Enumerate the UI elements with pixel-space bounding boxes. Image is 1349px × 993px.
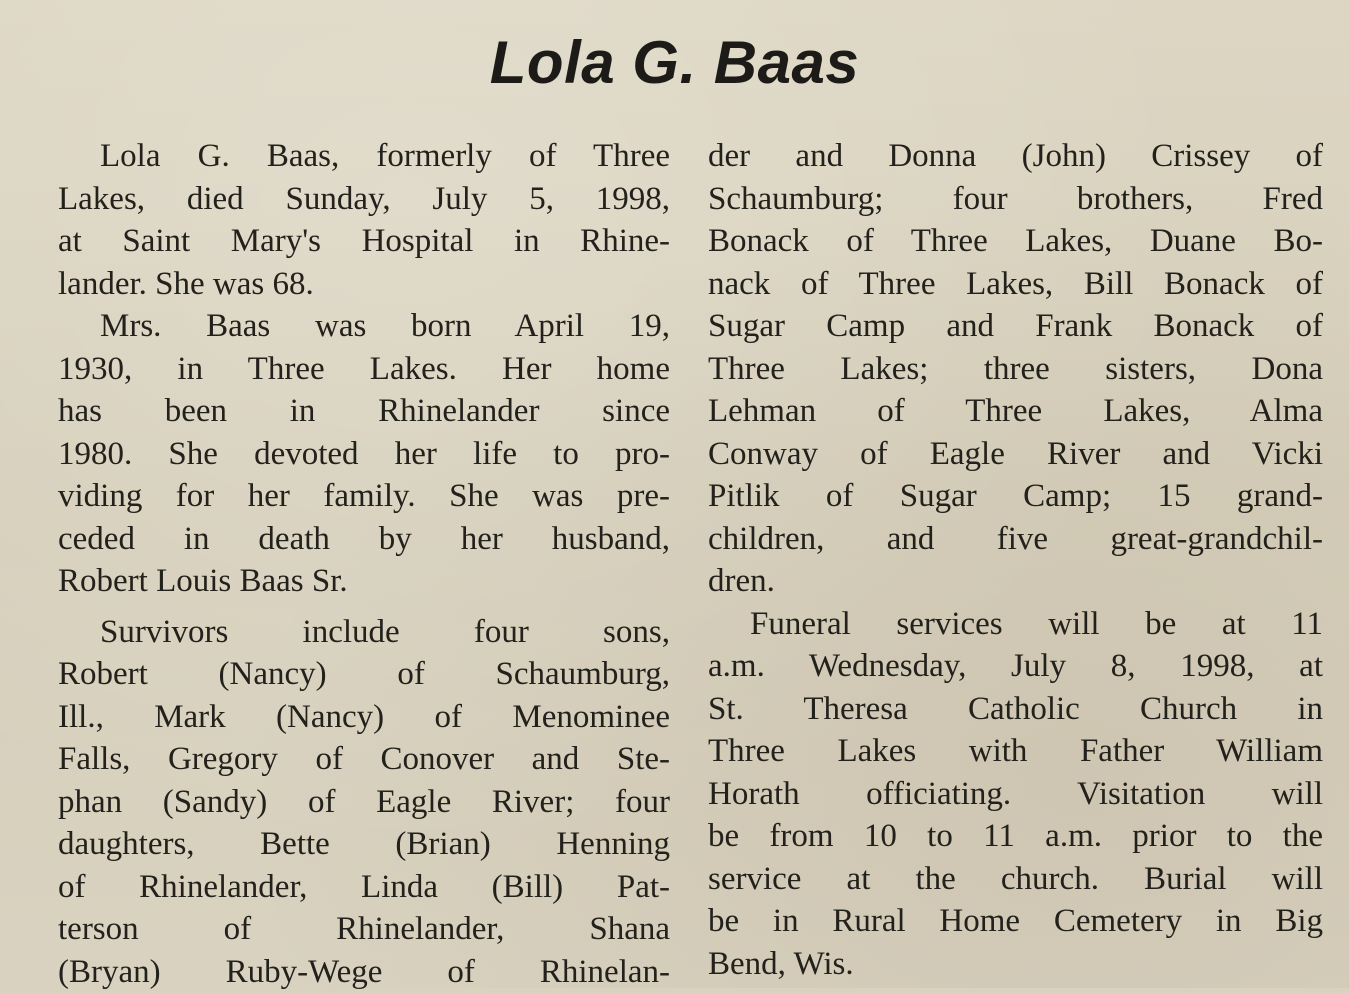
text-line: Bonack of Three Lakes, Duane Bo- (708, 220, 1323, 263)
text-line: phan (Sandy) of Eagle River; four (58, 781, 670, 824)
text-line: children, and five great-grandchil- (708, 518, 1323, 561)
text-line: Lakes, died Sunday, July 5, 1998, (58, 178, 670, 221)
text-line: Lola G. Baas, formerly of Three (58, 135, 670, 178)
text-line: Conway of Eagle River and Vicki (708, 433, 1323, 476)
text-line: viding for her family. She was pre- (58, 475, 670, 518)
text-line: Three Lakes with Father William (708, 730, 1323, 773)
text-line: lander. She was 68. (58, 263, 670, 306)
text-line: nack of Three Lakes, Bill Bonack of (708, 263, 1323, 306)
text-line: Ill., Mark (Nancy) of Menominee (58, 696, 670, 739)
paragraph-gap (58, 603, 670, 611)
text-line: ceded in death by her husband, (58, 518, 670, 561)
text-line: dren. (708, 560, 1323, 603)
text-line: Sugar Camp and Frank Bonack of (708, 305, 1323, 348)
text-line: of Rhinelander, Linda (Bill) Pat- (58, 866, 670, 909)
text-line: Three Lakes; three sisters, Dona (708, 348, 1323, 391)
text-line: Robert (Nancy) of Schaumburg, (58, 653, 670, 696)
text-line: Horath officiating. Visitation will (708, 773, 1323, 816)
text-line: daughters, Bette (Brian) Henning (58, 823, 670, 866)
text-line: 1980. She devoted her life to pro- (58, 433, 670, 476)
text-line: 1930, in Three Lakes. Her home (58, 348, 670, 391)
text-line: has been in Rhinelander since (58, 390, 670, 433)
text-line: der and Donna (John) Crissey of (708, 135, 1323, 178)
text-line: Bend, Wis. (708, 943, 1323, 986)
text-line: St. Theresa Catholic Church in (708, 688, 1323, 731)
text-line: Pitlik of Sugar Camp; 15 grand- (708, 475, 1323, 518)
text-line: Schaumburg; four brothers, Fred (708, 178, 1323, 221)
text-line: terson of Rhinelander, Shana (58, 908, 670, 951)
text-line: Funeral services will be at 11 (708, 603, 1323, 646)
right-column (708, 135, 1323, 985)
text-line: at Saint Mary's Hospital in Rhine- (58, 220, 670, 263)
text-line: Survivors include four sons, (58, 611, 670, 654)
text-line: be from 10 to 11 a.m. prior to the (708, 815, 1323, 858)
text-line: be in Rural Home Cemetery in Big (708, 900, 1323, 943)
text-line: Robert Louis Baas Sr. (58, 560, 670, 603)
text-line: a.m. Wednesday, July 8, 1998, at (708, 645, 1323, 688)
text-line: Mrs. Baas was born April 19, (58, 305, 670, 348)
left-column (58, 135, 670, 993)
text-line: Falls, Gregory of Conover and Ste- (58, 738, 670, 781)
text-line: service at the church. Burial will (708, 858, 1323, 901)
text-line: Lehman of Three Lakes, Alma (708, 390, 1323, 433)
text-line: (Bryan) Ruby-Wege of Rhinelan- (58, 951, 670, 993)
obituary-headline: Lola G. Baas (0, 28, 1349, 97)
